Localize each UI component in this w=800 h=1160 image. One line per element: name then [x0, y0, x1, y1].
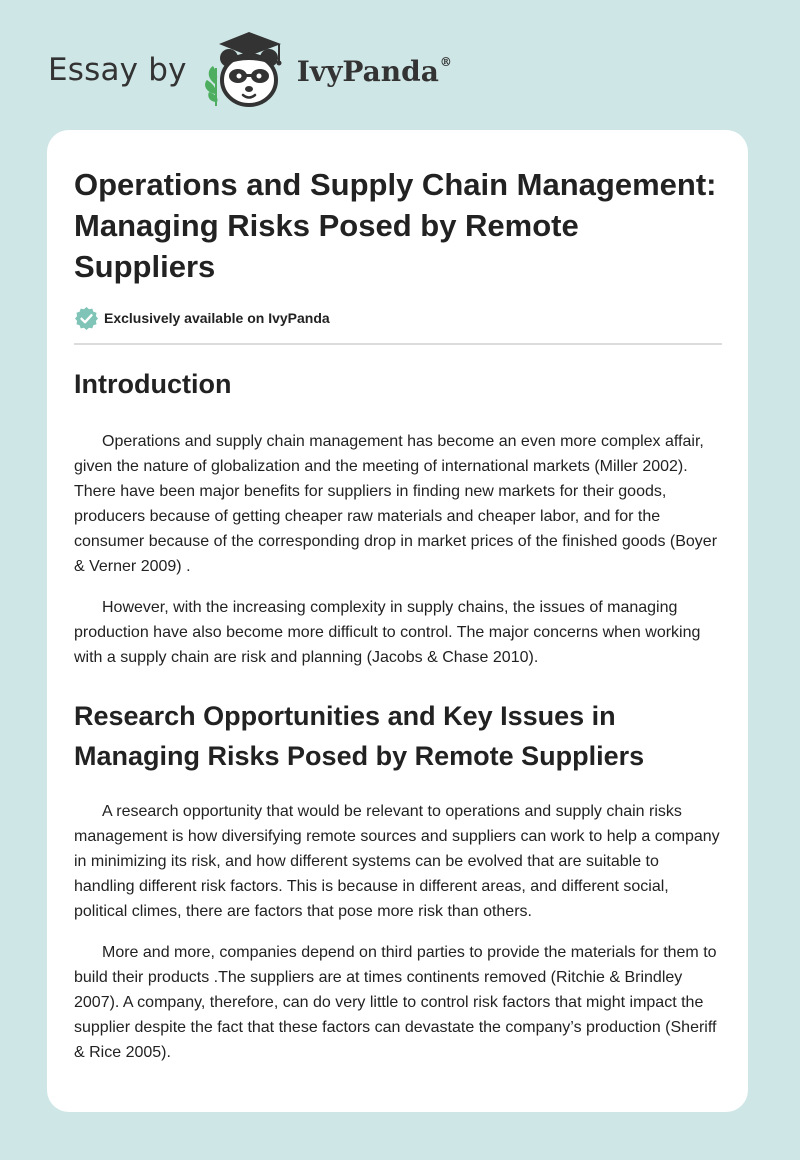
- check-circle-icon: [74, 306, 99, 331]
- brand-prefix: Essay by: [48, 51, 187, 88]
- paragraph: A research opportunity that would be relevant to operations and supply chain risks management is how diversifying remote sources and suppliers can work to help a company in minimizing its risk, and how different systems can be evolved that are suitable to handling different risk factors. This is because in different areas, and different social, political climes, there are factors that pose more risk than others.: [74, 803, 720, 920]
- paragraph: More and more, companies depend on third parties to provide the materials for them to build their products .The suppliers are at times continents removed (Ritchie & Brindley 2007). A company, therefore, can do very little to control risk factors that might impact the supplier despite the fact that these factors can devastate the company’s production (Sheriff & Rice 2005).: [74, 944, 717, 1061]
- section-heading-research: Research Opportunities and Key Issues in Managing Risks Posed by Remote Suppliers: [74, 701, 645, 771]
- brand-name-text: IvyPanda: [296, 55, 439, 88]
- paragraph: Operations and supply chain management has become an even more complex affair, given the nature of globalization and the meeting of international markets (Miller 2002). There have been major benefits for suppliers in finding new markets for their goods, producers because of getting cheaper raw materials and cheaper labor, and for the consumer because of the corresponding drop in market prices of the finished goods (Boyer & Verner 2009) .: [74, 433, 718, 575]
- essay-card: [47, 130, 748, 1112]
- title-divider: [74, 343, 722, 345]
- essay-title: Operations and Supply Chain Management: Managing Risks Posed by Remote Suppliers: [74, 167, 717, 284]
- exclusive-label: Exclusively available on IvyPanda: [104, 310, 330, 326]
- brand-header: [48, 28, 452, 112]
- exclusive-badge: [74, 305, 722, 331]
- panda-graduate-icon: [201, 28, 293, 112]
- registered-mark: ®: [439, 55, 452, 69]
- brand-name: [296, 55, 452, 88]
- paragraph: However, with the increasing complexity in supply chains, the issues of managing production have also become more difficult to control. The major concerns when working with a supply chain are risk and planning (Jacobs & Chase 2010).: [74, 599, 701, 666]
- section-heading-introduction: Introduction: [74, 369, 232, 399]
